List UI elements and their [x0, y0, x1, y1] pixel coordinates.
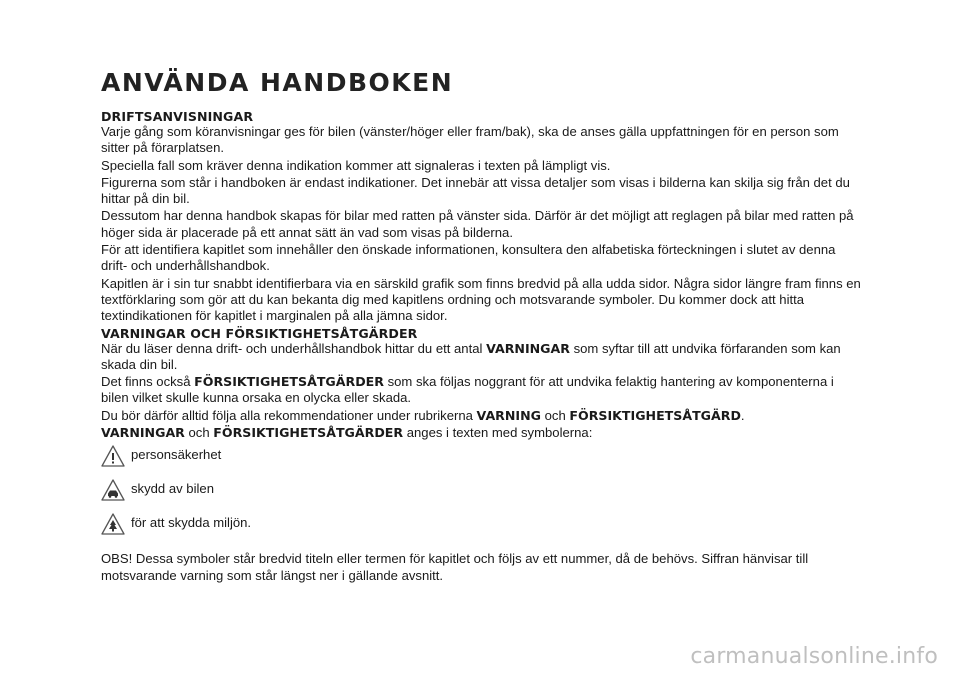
note-paragraph: OBS! Dessa symboler står bredvid titeln eller termen för kapitlet och följs av ett nummer, då de behövs. Siffran hänvisar till motsvarande varning som står längst ner i gällande avsnitt.: [101, 551, 809, 583]
paragraph: [101, 408, 861, 424]
bold-term: FÖRSIKTIGHETSÅTGÄRD: [569, 407, 741, 423]
symbol-row-car-protection: [101, 481, 861, 515]
text-run: anges i texten med symbolerna:: [403, 425, 593, 441]
text-run: När du läser denna drift- och underhållshandbok hittar du ett antal: [101, 340, 487, 356]
environment-protection-warning-icon: [101, 513, 125, 535]
symbol-label: för att skydda miljön.: [131, 515, 252, 531]
paragraph: Varje gång som köranvisningar ges för bilen (vänster/höger eller fram/bak), ska de anses gälla uppfattningen för en person som sitter på förarplatsen.: [101, 124, 839, 156]
bold-term: FÖRSIKTIGHETSÅTGÄRDER: [194, 374, 384, 390]
paragraph: Dessutom har denna handbok skapas för bilar med ratten på vänster sida. Därför är det möjligt att reglagen på bilar med ratten på höger sida är placerade på ett annat sätt än vad som visas på bilderna.: [101, 208, 854, 240]
bold-term: VARNINGAR: [101, 425, 185, 441]
symbol-row-environment: [101, 515, 861, 549]
text-run: och: [184, 425, 214, 441]
text-run: som syftar till att undvika förfaranden som kan skada din bil.: [101, 340, 841, 372]
page-title: ANVÄNDA HANDBOKEN: [101, 68, 454, 97]
paragraph: Kapitlen är i sin tur snabbt identifierbara via en särskild grafik som finns bredvid på alla udda sidor. Några sidor längre fram finns en textförklaring som gör att du kan bekanta dig med kapitlens ordning och motsvarande symboler. Du kommer dock att hitta textindikationen för kapitlet i marginalen på alla jämna sidor.: [101, 275, 861, 324]
paragraph: [101, 425, 861, 441]
bold-term: FÖRSIKTIGHETSÅTGÄRDER: [213, 425, 404, 441]
text-run: Du bör därför alltid följa alla rekommendationer under rubrikerna: [101, 407, 477, 423]
paragraph: [101, 374, 861, 407]
symbol-label: skydd av bilen: [131, 481, 214, 497]
text-run: Det finns också: [101, 374, 195, 390]
manual-page: [101, 68, 861, 584]
text-run: .: [740, 407, 745, 423]
bold-term: VARNING: [476, 407, 541, 423]
paragraph: [101, 341, 861, 374]
symbol-label: personsäkerhet: [131, 447, 222, 463]
paragraph: Speciella fall som kräver denna indikation kommer att signaleras i texten på lämpligt vis.: [101, 157, 611, 173]
symbol-row-person-safety: [101, 447, 861, 481]
car-protection-warning-icon: [101, 479, 125, 501]
text-run: som ska följas noggrant för att undvika felaktig hantering av komponenterna i bilen vilket skulle kunna orsaka en olycka eller skada.: [101, 374, 834, 406]
section-heading-driftsanvisningar: DRIFTSANVISNINGAR: [101, 109, 254, 124]
paragraph: Figurerna som står i handboken är endast indikationer. Det innebär att vissa detaljer som visas i bilderna kan skilja sig från det du hittar på din bil.: [101, 174, 850, 207]
section-heading-varningar: VARNINGAR OCH FÖRSIKTIGHETSÅTGÄRDER: [101, 325, 418, 341]
paragraph: För att identifiera kapitlet som innehåller den önskade informationen, konsultera den alfabetiska förteckningen i slutet av denna drift- och underhållshandbok.: [101, 242, 836, 274]
bold-term: VARNINGAR: [486, 340, 570, 356]
watermark: carmanualsonline.info: [690, 644, 938, 669]
text-run: och: [541, 407, 570, 423]
person-safety-warning-icon: [101, 445, 125, 467]
